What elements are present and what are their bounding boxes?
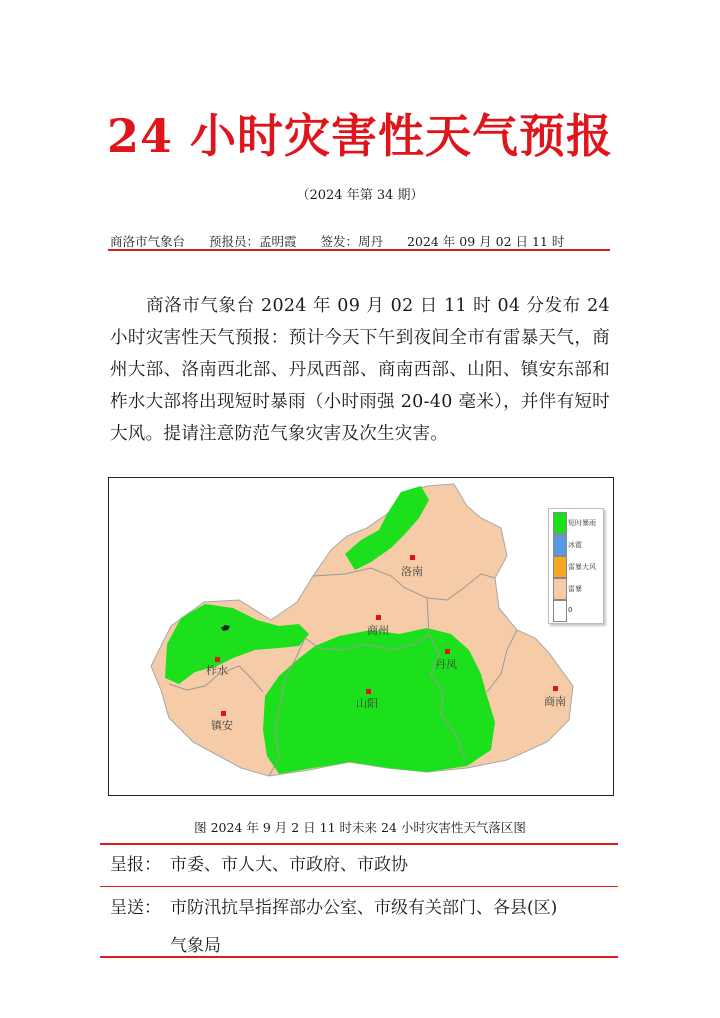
report-label: 呈报： (110, 855, 161, 875)
forecaster: 预报员：孟明霞 (209, 234, 297, 249)
city-marker (376, 615, 381, 620)
city-label-danfeng: 丹凤 (435, 658, 457, 671)
divider-caption (100, 843, 618, 845)
legend-item-hail (553, 534, 603, 556)
issue-number: （2024 年第 34 期） (296, 188, 424, 203)
divider-top (108, 249, 610, 251)
map-graphic (109, 478, 613, 795)
legend-label: 0 (568, 606, 573, 614)
send-value-cont: 气象局 (170, 936, 221, 956)
send-value: 市防汛抗旱指挥部办公室、市级有关部门、各县(区) (170, 898, 558, 918)
legend-label: 冰雹 (568, 541, 582, 549)
legend-label: 雷暴大风 (568, 563, 596, 571)
signer: 签发：周丹 (320, 234, 384, 249)
legend-swatch (553, 512, 567, 534)
legend-swatch (553, 578, 567, 600)
send-label: 呈送： (110, 898, 161, 918)
map-caption: 图 2024 年 9 月 2 日 11 时未来 24 小时灾害性天气落区图 (194, 820, 526, 835)
report-line (110, 849, 408, 881)
city-marker (553, 686, 558, 691)
report-value: 市委、市人大、市政府、市政协 (170, 855, 408, 875)
agency: 商洛市气象台 (110, 234, 186, 249)
city-marker (445, 649, 450, 654)
map-legend (548, 508, 604, 624)
legend-swatch (553, 600, 567, 622)
city-label-shanyang: 山阳 (356, 697, 378, 710)
city-label-shangnan: 商南 (544, 695, 566, 708)
city-label-luonan: 洛南 (401, 565, 423, 578)
forecast-text: 商洛市气象台 2024 年 09 月 02 日 11 时 04 分发布 24 小时灾害性天气预报：预计今天下午到夜间全市有雷暴天气，商州大部、洛南西北部、丹凤西部、商南西部、山阳、镇安东部和柞水大部将出现短时暴雨（小时雨强 20-40 毫米），并伴有短时大风。提请注意防范气象灾害及次生灾害。 (110, 296, 610, 444)
city-marker (366, 689, 371, 694)
page-title: 24 小时灾害性天气预报 (106, 109, 614, 163)
legend-item-rainstorm (553, 512, 603, 534)
info-line (110, 232, 610, 250)
city-label-shangzhou: 商州 (367, 624, 389, 637)
city-label-zhashui: 柞水 (206, 664, 228, 677)
city-label-zhenan: 镇安 (211, 719, 233, 732)
city-marker (221, 711, 226, 716)
divider-report (100, 886, 618, 887)
legend-label: 雷暴 (568, 585, 582, 593)
forecast-map (108, 477, 614, 796)
city-marker (410, 555, 415, 560)
legend-swatch (553, 556, 567, 578)
send-line (110, 892, 557, 924)
legend-item-thunder (553, 578, 603, 600)
legend-item-thunder-wind (553, 556, 603, 578)
legend-label: 短时暴雨 (568, 519, 596, 527)
divider-bottom (100, 956, 618, 958)
issue-time: 2024 年 09 月 02 日 11 时 (407, 234, 565, 249)
legend-swatch (553, 534, 567, 556)
legend-item-zero (553, 600, 603, 622)
